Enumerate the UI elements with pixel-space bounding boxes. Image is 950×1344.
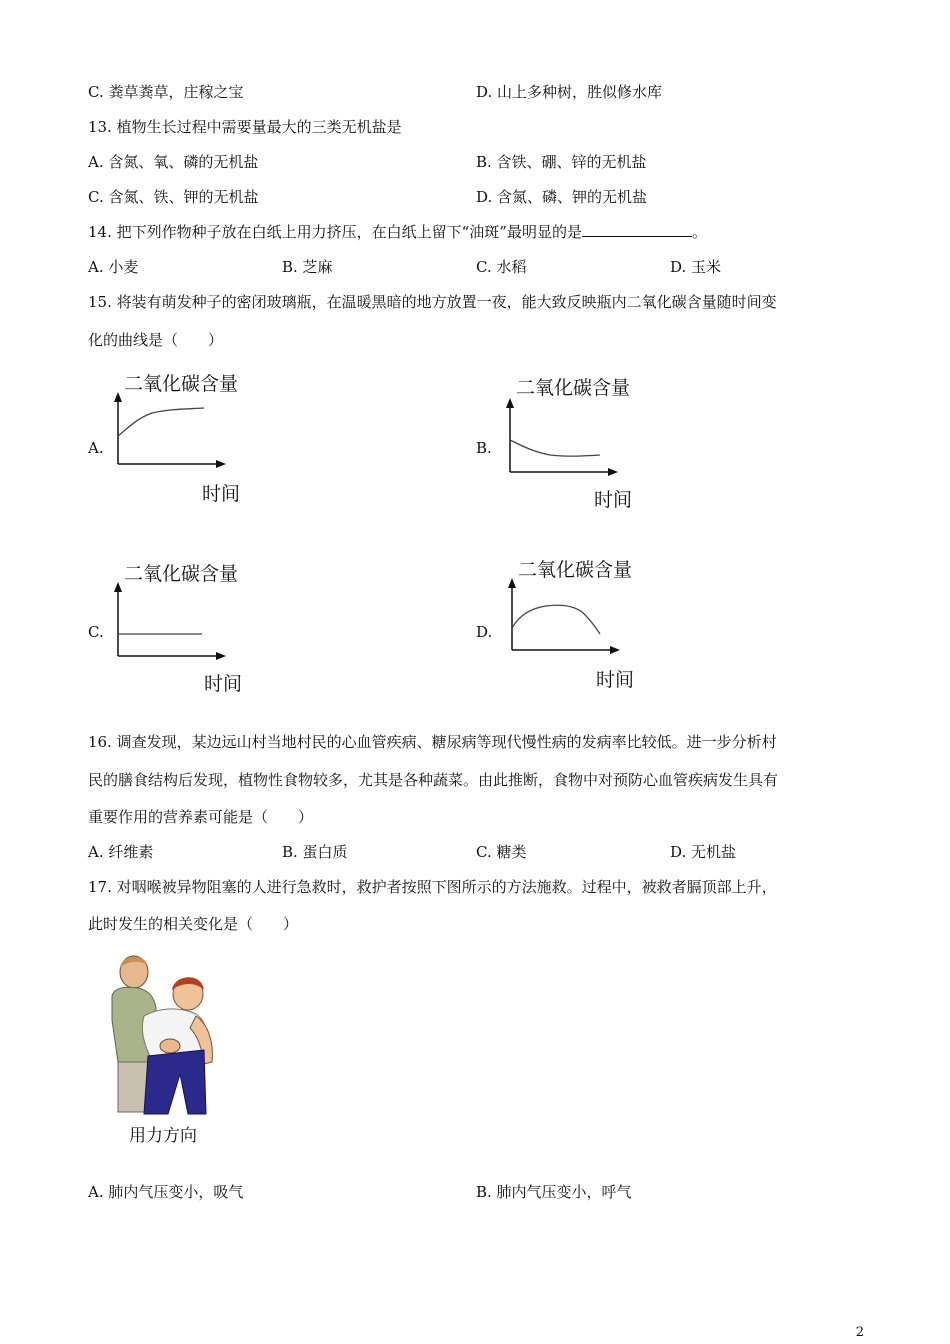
victim-pants: [144, 1050, 206, 1114]
graph-d-y-arrow: [508, 578, 516, 588]
rescuer-legs: [118, 1062, 148, 1112]
q13-option-c: C. 含氮、铁、钾的无机盐: [88, 188, 259, 206]
q16-stem-line3: 重要作用的营养素可能是（ ）: [88, 808, 314, 826]
graph-c-xlabel: 时间: [204, 673, 243, 695]
graph-b-x-arrow: [608, 468, 618, 476]
q16-stem-line2: 民的膳食结构后发现，植物性食物较多，尤其是各种蔬菜。由此推断，食物中对预防心血管疾病发生具有: [88, 771, 779, 789]
q16-option-c: C. 糖类: [476, 843, 527, 861]
q16-option-b: B. 蛋白质: [282, 843, 348, 861]
page-number: 2: [855, 1325, 864, 1340]
q16-option-d: D. 无机盐: [670, 843, 737, 861]
q13-stem: 13. 植物生长过程中需要量最大的三类无机盐是: [88, 118, 402, 136]
q14-answer-blank: [582, 222, 692, 237]
q16-stem-line1: 16. 调查发现，某边远山村当地村民的心血管疾病、糖尿病等现代慢性病的发病率比较低。进一步分析村: [88, 733, 777, 751]
q14-stem: [88, 222, 707, 242]
graph-b-ylabel: 二氧化碳含量: [516, 377, 631, 399]
q14-stem-end: 。: [691, 223, 707, 241]
q17-option-a: A. 肺内气压变小，吸气: [88, 1183, 244, 1201]
q15-stem-line1: 15. 将装有萌发种子的密闭玻璃瓶，在温暖黑暗的地方放置一夜，能大致反映瓶内二氧化碳含量随时间变: [88, 293, 777, 311]
graph-b: [500, 372, 660, 512]
graph-a-xlabel: 时间: [202, 483, 241, 505]
q14-option-a: A. 小麦: [88, 258, 139, 276]
q13-option-b: B. 含铁、硼、锌的无机盐: [476, 153, 647, 171]
q15-option-c-label: C.: [88, 623, 104, 641]
q15-option-d-label: D.: [476, 623, 493, 641]
graph-b-xlabel: 时间: [594, 489, 633, 511]
graph-a-y-arrow: [114, 392, 122, 402]
q12-option-d: D. 山上多种树，胜似修水库: [476, 83, 663, 101]
graph-d-x-arrow: [610, 646, 620, 654]
graph-a: [108, 368, 268, 508]
rescuer-hands: [160, 1039, 180, 1053]
q17-stem-line1: 17. 对咽喉被异物阻塞的人进行急救时，救护者按照下图所示的方法施救。过程中，被救者膈顶部上升，: [88, 878, 777, 896]
graph-a-ylabel: 二氧化碳含量: [124, 373, 239, 395]
graph-a-x-arrow: [216, 460, 226, 468]
graph-c: [108, 558, 268, 698]
graph-b-curve: [510, 440, 600, 456]
q14-option-b: B. 芝麻: [282, 258, 333, 276]
q17-option-b: B. 肺内气压变小，呼气: [476, 1183, 632, 1201]
graph-d-ylabel: 二氧化碳含量: [518, 559, 633, 581]
graph-c-ylabel: 二氧化碳含量: [124, 563, 239, 585]
figure-caption: 用力方向: [129, 1126, 197, 1146]
q12-option-c: C. 粪草粪草，庄稼之宝: [88, 83, 244, 101]
graph-d-xlabel: 时间: [596, 669, 635, 691]
graph-a-curve: [118, 408, 204, 436]
q14-stem-text: 14. 把下列作物种子放在白纸上用力挤压，在白纸上留下“油斑”最明显的是: [88, 223, 582, 241]
graph-c-x-arrow: [216, 652, 226, 660]
q13-option-a: A. 含氮、氧、磷的无机盐: [88, 153, 259, 171]
graph-d-curve: [512, 605, 600, 634]
q15-option-a-label: A.: [88, 439, 104, 457]
q15-stem-line2: 化的曲线是（ ）: [88, 331, 224, 349]
q16-option-a: A. 纤维素: [88, 843, 154, 861]
q13-option-d: D. 含氮、磷、钾的无机盐: [476, 188, 648, 206]
heimlich-illustration: [104, 950, 224, 1120]
graph-d: [502, 554, 662, 694]
graph-c-y-arrow: [114, 582, 122, 592]
graph-b-y-arrow: [506, 398, 514, 408]
q15-option-b-label: B.: [476, 439, 492, 457]
q14-option-d: D. 玉米: [670, 258, 722, 276]
q17-stem-line2: 此时发生的相关变化是（ ）: [88, 915, 299, 933]
q14-option-c: C. 水稻: [476, 258, 527, 276]
